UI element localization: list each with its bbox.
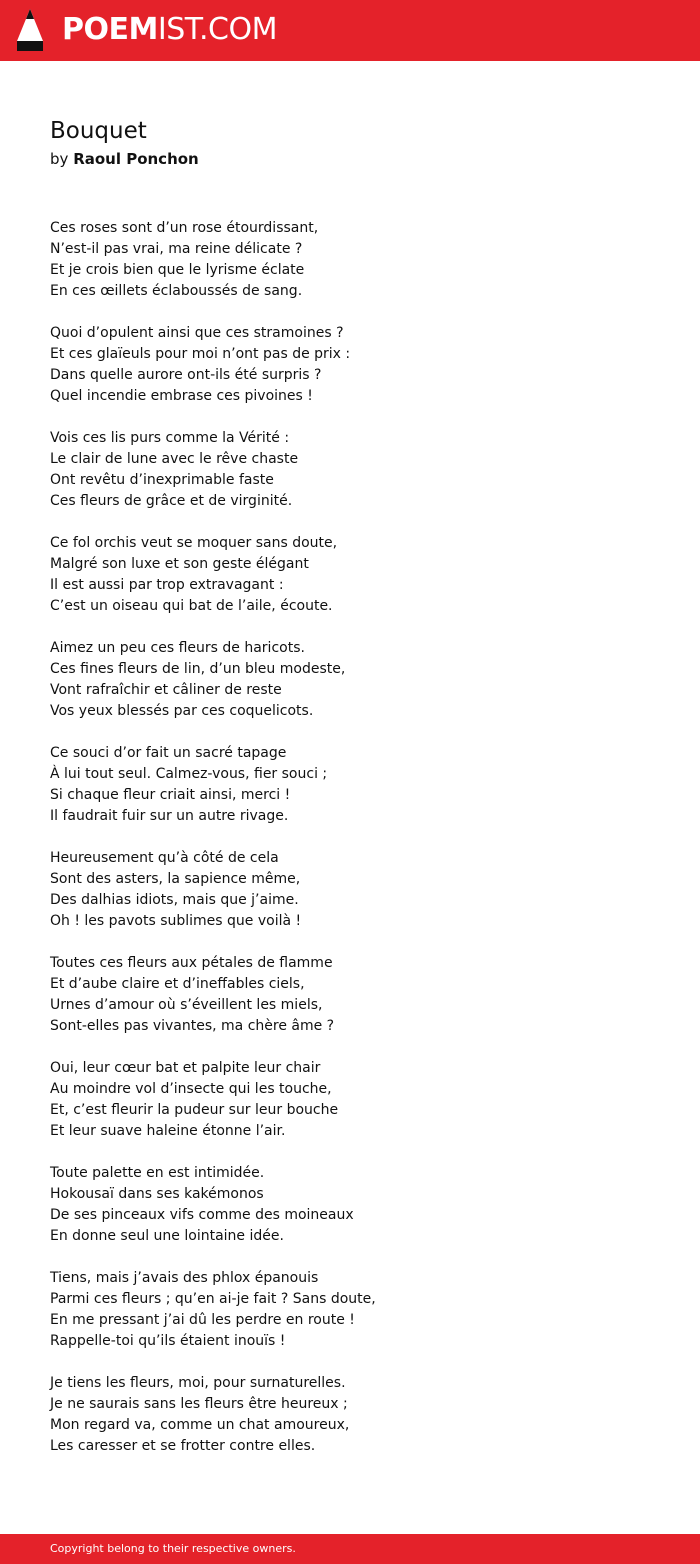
by-label: by <box>50 150 69 168</box>
stanza <box>50 953 670 1037</box>
stanza <box>50 1268 670 1352</box>
poem-line: Urnes d’amour où s’éveillent les miels, <box>50 997 323 1013</box>
poem-line: Ce souci d’or fait un sacré tapage <box>50 745 287 761</box>
poem-line: Les caresser et se frotter contre elles. <box>50 1438 316 1454</box>
pencil-tip-icon[interactable] <box>16 8 44 52</box>
poem-line: Il faudrait fuir sur un autre rivage. <box>50 808 289 824</box>
poem-line: Quel incendie embrase ces pivoines ! <box>50 388 313 404</box>
poem-line: Quoi d’opulent ainsi que ces stramoines ? <box>50 325 344 341</box>
copyright-notice: Copyright belong to their respective owners. <box>50 1542 296 1555</box>
poem-line: Mon regard va, comme un chat amoureux, <box>50 1417 350 1433</box>
site-header <box>0 0 700 61</box>
poem-line: Sont des asters, la sapience même, <box>50 871 301 887</box>
byline <box>50 148 199 170</box>
stanza <box>50 323 670 407</box>
poem-line: C’est un oiseau qui bat de l’aile, écoute. <box>50 598 333 614</box>
poem-line: De ses pinceaux vifs comme des moineaux <box>50 1207 354 1223</box>
poem-body <box>50 218 670 1478</box>
poem-line: Ces fleurs de grâce et de virginité. <box>50 493 293 509</box>
poem-line: Rappelle-toi qu’ils étaient inouïs ! <box>50 1333 286 1349</box>
stanza <box>50 218 670 302</box>
stanza <box>50 848 670 932</box>
poem-line: Malgré son luxe et son geste élégant <box>50 556 309 572</box>
poem-line: Ce fol orchis veut se moquer sans doute, <box>50 535 338 551</box>
poem-line: Ces roses sont d’un rose étourdissant, <box>50 220 319 236</box>
site-footer <box>0 1534 700 1564</box>
brand-light: IST.COM <box>157 12 277 47</box>
poem-line: En ces œillets éclaboussés de sang. <box>50 283 303 299</box>
poem-line: Oh ! les pavots sublimes que voilà ! <box>50 913 302 929</box>
poem-line: Et d’aube claire et d’ineffables ciels, <box>50 976 305 992</box>
poem-line: Si chaque fleur criait ainsi, merci ! <box>50 787 291 803</box>
poem-line: Vont rafraîchir et câliner de reste <box>50 682 282 698</box>
poem-line: Au moindre vol d’insecte qui les touche, <box>50 1081 332 1097</box>
poem-line: Ces fines fleurs de lin, d’un bleu modeste, <box>50 661 346 677</box>
poem-line: Et je crois bien que le lyrisme éclate <box>50 262 305 278</box>
poem-line: Et ces glaïeuls pour moi n’ont pas de prix : <box>50 346 351 362</box>
poem-line: Des dalhias idiots, mais que j’aime. <box>50 892 299 908</box>
poem-line: N’est-il pas vrai, ma reine délicate ? <box>50 241 303 257</box>
poem-line: Aimez un peu ces fleurs de haricots. <box>50 640 305 656</box>
brand-bold: POEM <box>62 12 158 47</box>
poem-line: Oui, leur cœur bat et palpite leur chair <box>50 1060 321 1076</box>
stanza <box>50 1373 670 1457</box>
poem-line: Tiens, mais j’avais des phlox épanouis <box>50 1270 319 1286</box>
stanza <box>50 638 670 722</box>
stanza <box>50 533 670 617</box>
author-name: Raoul Ponchon <box>73 150 199 168</box>
poem-line: Dans quelle aurore ont-ils été surpris ? <box>50 367 322 383</box>
poem-line: Ont revêtu d’inexprimable faste <box>50 472 274 488</box>
poem-line: À lui tout seul. Calmez-vous, fier souci ; <box>50 766 328 782</box>
poem-line: Vos yeux blessés par ces coquelicots. <box>50 703 314 719</box>
poem-line: Toutes ces fleurs aux pétales de flamme <box>50 955 333 971</box>
poem-line: Je tiens les fleurs, moi, pour surnaturelles. <box>50 1375 346 1391</box>
poem-line: En me pressant j’ai dû les perdre en route ! <box>50 1312 355 1328</box>
stanza <box>50 1163 670 1247</box>
stanza <box>50 428 670 512</box>
poem-line: Hokousaï dans ses kakémonos <box>50 1186 264 1202</box>
poem-title: Bouquet <box>50 118 147 144</box>
poem-line: Le clair de lune avec le rêve chaste <box>50 451 299 467</box>
poem-line: Heureusement qu’à côté de cela <box>50 850 279 866</box>
poem-line: Il est aussi par trop extravagant : <box>50 577 284 593</box>
poem-line: Toute palette en est intimidée. <box>50 1165 265 1181</box>
poem-line: Et leur suave haleine étonne l’air. <box>50 1123 286 1139</box>
poem-line: Sont-elles pas vivantes, ma chère âme ? <box>50 1018 335 1034</box>
poem-line: Et, c’est fleurir la pudeur sur leur bouche <box>50 1102 339 1118</box>
poem-line: Vois ces lis purs comme la Vérité : <box>50 430 290 446</box>
poem-line: Parmi ces fleurs ; qu’en ai-je fait ? Sans doute, <box>50 1291 376 1307</box>
poem-line: En donne seul une lointaine idée. <box>50 1228 284 1244</box>
stanza <box>50 743 670 827</box>
poem-line: Je ne saurais sans les fleurs être heureux ; <box>50 1396 348 1412</box>
site-logo-link[interactable] <box>62 12 277 48</box>
stanza <box>50 1058 670 1142</box>
